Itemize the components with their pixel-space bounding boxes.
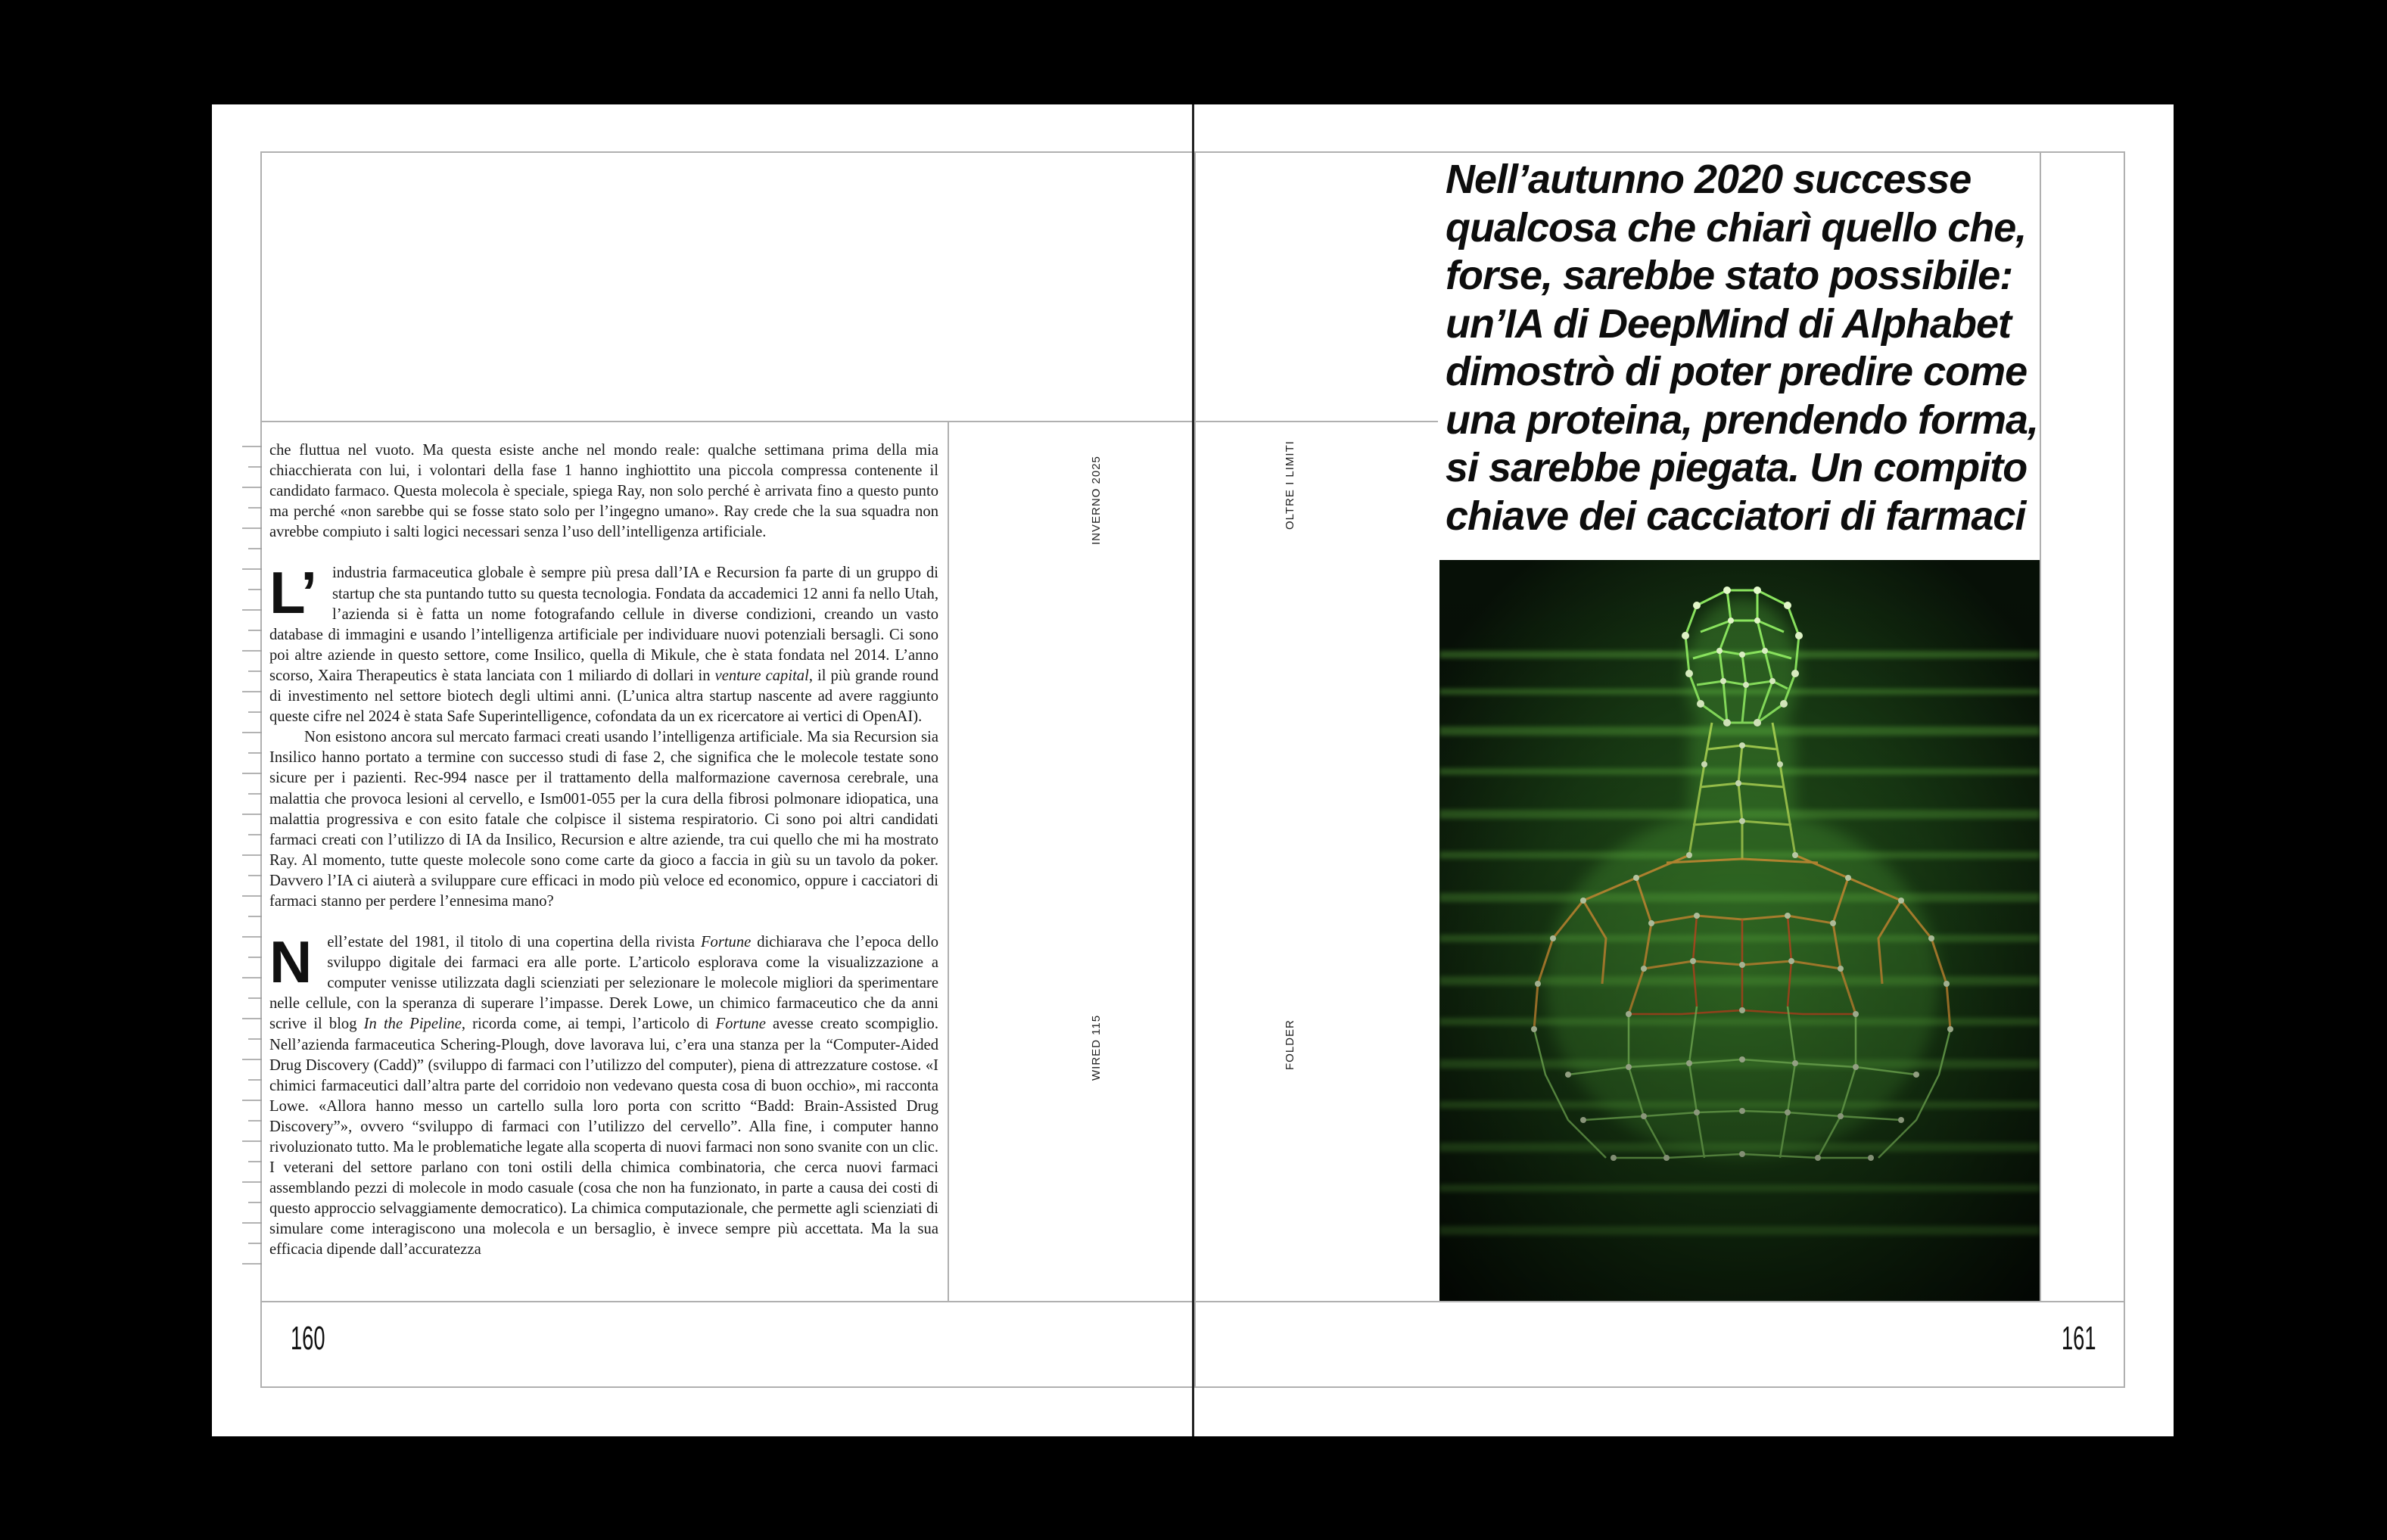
running-head-folder: FOLDER bbox=[1284, 1019, 1296, 1070]
footer-rule-right bbox=[1193, 1301, 2125, 1302]
spine-gutter bbox=[1192, 104, 1194, 1436]
section-two-paragraph: N ell’estate del 1981, il titolo di una copertina della rivista Fortune dichiarava che l’epoca dello sviluppo digitale dei farmaci era alle porte. L’articolo esplorava come la visualizzazione a computer venisse utilizzata dagli scienziati per selezionare le molecole migliori da sperimentare nelle cellule, con la speranza di superare l’impasse. Derek Lowe, un chimico farmaceutico che da anni scrive il blog In the Pipeline, ricorda come, ai tempi, l’articolo di Fortune avesse creato scompiglio. Nell’azienda farmaceutica Schering-Plough, dove lavorava lui, c’era una stanza per la “Computer-Aided Drug Discovery (Cadd)” (sviluppo di farmaci con l’utilizzo del computer), piena di attrezzature costose. «I chimici farmaceutici dall’altra parte del corridoio non vedevano questa cosa di buon occhio», mi racconta Lowe. «Allora hanno messo un cartello sulla loro porta con scritto “Badd: Brain-Assisted Drug Discovery”», ovvero “sviluppo di farmaci con l’utilizzo del cervello”. Alla fine, i computer hanno rivoluzionato tutto. Ma le problematiche legate alla scoperta di nuovi farmaci non sono svanite con un clic. I veterani del settore parlano con toni ostili della chimica combinatoria, che cerca nuovi farmaci assemblando pezzi di molecole in modo casuale (cosa che non ha funzionato, in parte a causa dei costi di questo approccio selvaggiamente democratico). La chimica computazionale, che permette agli scienziati di simulare come interagiscono una molecola e un bersaglio, è invece sempre più accettata. Ma la sua efficacia dipende dall’accuratezza bbox=[269, 929, 938, 1258]
glowing-molecule-figure-image bbox=[1439, 560, 2040, 1301]
drop-cap-n: N bbox=[269, 929, 311, 996]
running-head-issue: INVERNO 2025 bbox=[1090, 456, 1103, 545]
header-rule-left bbox=[260, 421, 1196, 422]
pull-quote: Nell’autunno 2020 successe qualcosa che chiarì quello che, forse, sarebbe stato possibile: un’IA di DeepMind di Alphabet dimostrò di poter predire come una proteina, prendendo forma, si sarebbe piegata. Un compito chiave dei cacciatori di farmaci bbox=[1446, 157, 2039, 539]
intro-paragraph: che fluttua nel vuoto. Ma questa esiste anche nel mondo reale: qualche settimana prima della mia chiacchierata con lui, i volontari della fase 1 hanno inghiottito una piccola compressa contenente il candidato farmaco. Questa molecola è speciale, spiega Ray, non solo perché è arrivata fino a questo punto ma perché «non sarebbe qui se fosse stato solo per l’ingegno umano». Ray crede che la sua squadra non avrebbe compiuto i salti logici necessari senza l’uso dell’intelligenza artificiale. bbox=[269, 442, 938, 541]
running-head-magazine: WIRED 115 bbox=[1090, 1014, 1103, 1081]
molecular-figure-illustration bbox=[1439, 560, 2040, 1301]
page-number-left: 160 bbox=[291, 1320, 325, 1357]
running-head-section: OLTRE I LIMITI bbox=[1284, 440, 1296, 530]
text-column-rule bbox=[948, 421, 949, 1301]
footer-rule-left bbox=[260, 1301, 1196, 1302]
page-number-right: 161 bbox=[2062, 1320, 2096, 1357]
drop-cap-l: L’ bbox=[269, 559, 316, 627]
margin-tick-marks bbox=[241, 439, 263, 1271]
section-one-paragraph: L’ industria farmaceutica globale è sempre più presa dall’IA e Recursion fa parte di un gruppo di startup che sta puntando tutto su questa tecnologia. Fondata da accademici 12 anni fa nello Utah, l’azienda si è fatta un nome fotografando cellule in diverse condizioni, creando un vasto database di immagini e usando l’intelligenza artificiale per individuare nuovi potenziali bersagli. Ci sono poi altre aziende in questo settore, come Insilico, quella di Mikule, che è stata fondata nel 2014. L’anno scorso, Xaira Therapeutics è stata lanciata con 1 miliardo di dollari in venture capital, il più grande round di investimento nel settore biotech degli ultimi anni. (L’unica altra startup nascente ad avere raggiunto queste cifre nel 2024 è stata Safe Superintelligence, cofondata da un ex ricercatore ai vertici di OpenAI). bbox=[269, 559, 938, 726]
article-body-text bbox=[269, 440, 938, 1279]
header-rule-right bbox=[1193, 421, 1438, 422]
section-one-paragraph-two: Non esistono ancora sul mercato farmaci creati usando l’intelligenza artificiale. Ma sia Recursion sia Insilico hanno portato a termine con successo studi di fase 2, che significa che le molecole testate sono sicure per i pazienti. Rec-994 nasce per il trattamento della malformazione cavernosa cerebrale, una malattia che provoca lesioni al cervello, e Ism001-055 per la cura della fibrosi polmonare idiopatica, una malattia progressiva e con esito fatale che colpisce il sistema respiratorio. Ci sono poi altri candidati farmaci creati con l’utilizzo di IA da Insilico, Recursion e altre aziende, tra cui quello che mi ha mostrato Ray. Al momento, tutte queste molecole sono come carte da gioco a faccia in giù su un tavolo da poker. Davvero l’IA ci aiuterà a sviluppare cure efficaci in modo più veloce ed economico, oppure i cacciatori di farmaci stanno per perdere l’ennesima mano? bbox=[269, 729, 938, 910]
